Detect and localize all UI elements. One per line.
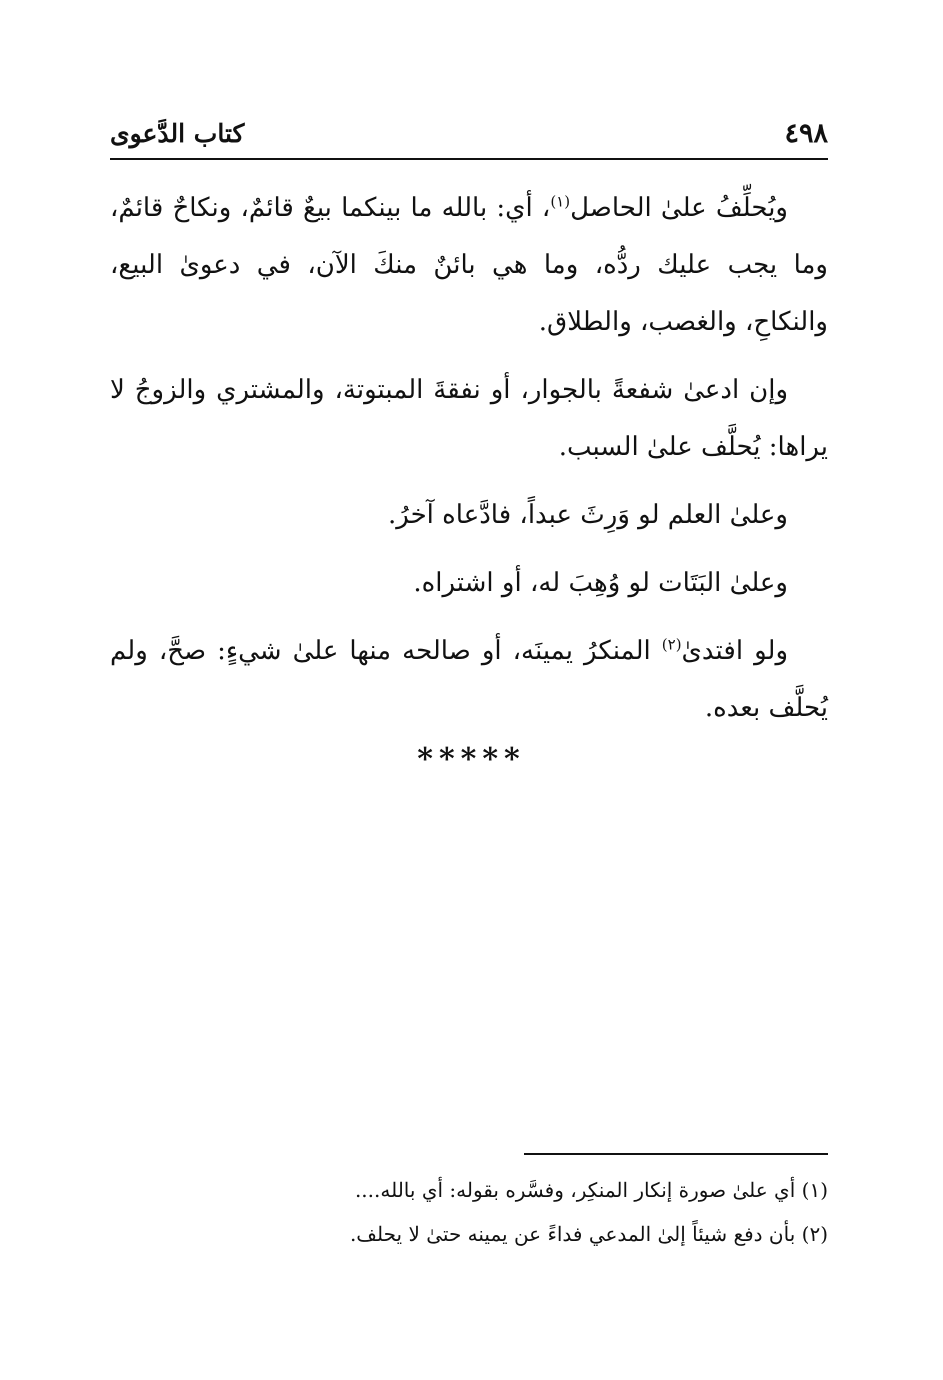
paragraph-5-start: ولو افتدىٰ <box>681 636 788 666</box>
footnote-rule <box>524 1153 828 1155</box>
page-number: ٤٩٨ <box>784 118 828 149</box>
paragraph-5-rest: المنكرُ يمينَه، أو صالحه منها علىٰ شيءٍ: صحَّ، ولم يُحلَّف بعده. <box>110 636 828 723</box>
footnote-ref-2[interactable]: (٢) <box>661 635 682 654</box>
paragraph-5 <box>110 623 828 737</box>
main-text <box>110 180 828 748</box>
paragraph-2: وإن ادعىٰ شفعةً بالجوار، أو نفقةَ المبتوتة، والمشتري والزوجُ لا يراها: يُحلَّف علىٰ السبب. <box>110 375 828 462</box>
footnote-1: (١) أي علىٰ صورة إنكار المنكِر، وفسَّره بقوله: أي بالله.... <box>354 1178 828 1202</box>
footnotes <box>110 1168 828 1256</box>
paragraph-1-rest: ، أي: بالله ما بينكما بيعٌ قائمٌ، ونكاحٌ قائمٌ، وما يجب عليك ردُّه، وما هي بائنٌ منكَ الآن، في دعوىٰ البيع، والنكاحِ، والغصب، والطلاق. <box>110 193 828 337</box>
footnote-ref-1[interactable]: (١) <box>550 192 571 211</box>
paragraph-1 <box>110 180 828 351</box>
header-rule <box>110 158 828 160</box>
paragraph-1-start: ويُحلِّفُ علىٰ الحاصل <box>570 193 788 223</box>
running-title: كتاب الدَّعوى <box>110 119 245 148</box>
section-ornament: ***** <box>417 742 526 777</box>
paragraph-3: وعلىٰ العلم لو وَرِثَ عبداً، فادَّعاه آخرُ. <box>388 500 788 530</box>
page-header <box>110 116 828 156</box>
footnote-2: (٢) بأن دفع شيئاً إلىٰ المدعي فداءً عن يمينه حتىٰ لا يحلف. <box>349 1222 828 1246</box>
paragraph-4: وعلىٰ البَتَات لو وُهِبَ له، أو اشتراه. <box>413 568 788 598</box>
